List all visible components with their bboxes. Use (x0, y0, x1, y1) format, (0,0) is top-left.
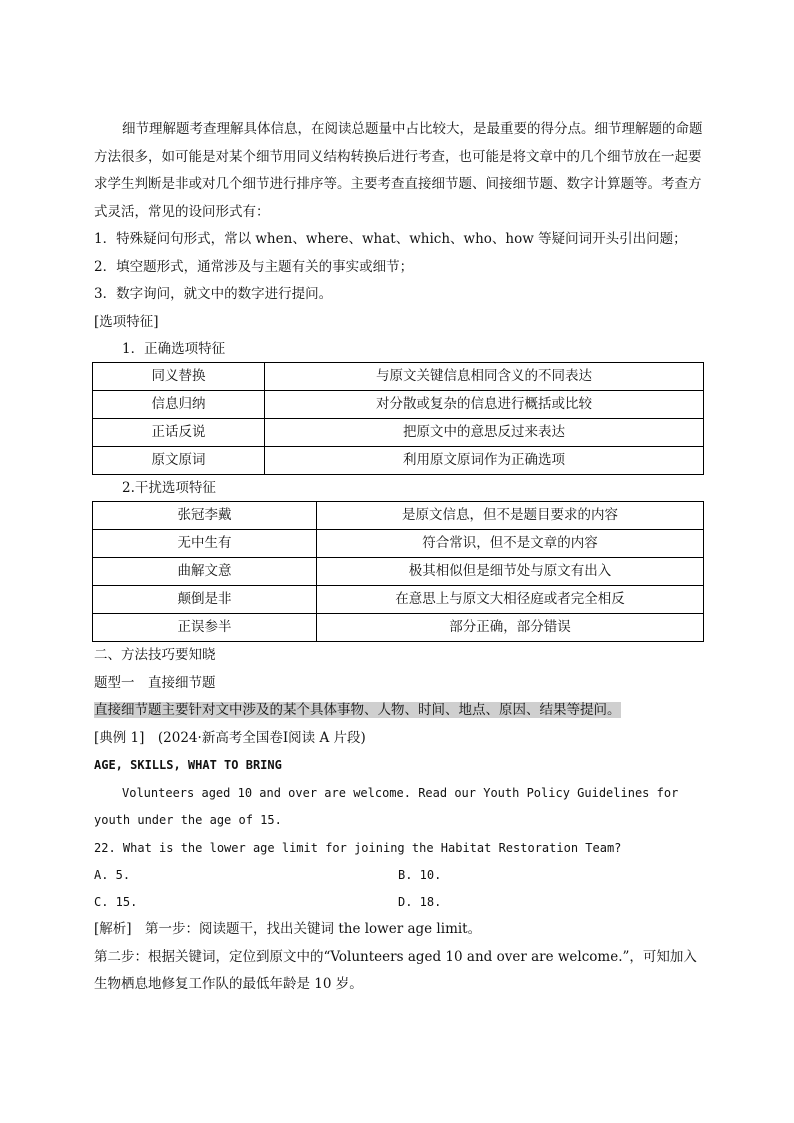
analysis-step-2: 第二步：根据关键词，定位到原文中的“Volunteers aged 10 and over are welcome.”，可知加入生物栖息地修复工作队的最低年龄是 10 岁。 (94, 948, 697, 992)
table-row (93, 363, 704, 391)
table-cell-term: 无中生有 (93, 530, 317, 558)
option-c: C. 15. (94, 895, 138, 909)
table-row (93, 530, 704, 558)
highlight-text: 直接细节题主要针对文中涉及的某个具体事物、人物、时间、地点、原因、结果等提问。 (94, 702, 621, 718)
distractor-options-table (92, 501, 704, 642)
table-cell-desc: 极其相似但是细节处与原文有出入 (317, 558, 704, 586)
table-cell-term: 张冠李戴 (93, 502, 317, 530)
options-row-1 (94, 862, 706, 889)
correct-options-table (92, 362, 704, 475)
example-label: [典例 1] (2024·新高考全国卷Ⅰ阅读 A 片段) (94, 729, 366, 746)
table-cell-term: 正误参半 (93, 614, 317, 642)
table-row (93, 614, 704, 642)
table-row (93, 391, 704, 419)
analysis-step-1: [解析] 第一步：阅读题干，找出关键词 the lower age limit。 (94, 921, 482, 937)
table-row (93, 447, 704, 475)
list-item-2: 2．填空题形式，通常涉及与主题有关的事实或细节； (94, 258, 414, 275)
table-row (93, 502, 704, 530)
table-cell-desc: 对分散或复杂的信息进行概括或比较 (265, 391, 704, 419)
table-cell-desc: 部分正确，部分错误 (317, 614, 704, 642)
list-item-3: 3．数字询问，就文中的数字进行提问。 (94, 286, 333, 302)
question-text: 22. What is the lower age limit for joining the Habitat Restoration Team? (94, 840, 622, 855)
table-cell-term: 正话反说 (93, 419, 265, 447)
highlighted-note (94, 697, 706, 725)
option-d: D. 18. (398, 895, 442, 909)
intro-paragraph: 细节理解题考查理解具体信息，在阅读总题量中占比较大，是最重要的得分点。细节理解题的命题方法很多，如可能是对某个细节用同义结构转换后进行考查，也可能是将文章中的几个细节放在一起要求学生判断是非或对几个细节进行排序等。主要考查直接细节题、间接细节题、数字计算题等。考查方式灵活，常见的设问形式有： (94, 121, 703, 220)
table-cell-desc: 利用原文原词作为正确选项 (265, 447, 704, 475)
correct-options-heading: 1．正确选项特征 (122, 341, 226, 357)
table-cell-term: 信息归纳 (93, 391, 265, 419)
table-cell-term: 原文原词 (93, 447, 265, 475)
option-features-heading: [选项特征] (94, 313, 159, 330)
table-row (93, 558, 704, 586)
option-b: B. 10. (398, 868, 442, 882)
table-row (93, 586, 704, 614)
table-row (93, 419, 704, 447)
table-cell-desc: 与原文关键信息相同含义的不同表达 (265, 363, 704, 391)
distractor-options-heading: 2.干扰选项特征 (122, 480, 216, 496)
table-cell-term: 曲解文意 (93, 558, 317, 586)
section-two-heading: 二、方法技巧要知晓 (94, 647, 216, 663)
table-cell-desc: 在意思上与原文大相径庭或者完全相反 (317, 586, 704, 614)
table-cell-desc: 是原文信息，但不是题目要求的内容 (317, 502, 704, 530)
options-row-2 (94, 889, 706, 916)
list-item-1: 1．特殊疑问句形式，常以 when、where、what、which、who、how 等疑问词开头引出问题； (94, 231, 687, 247)
table-cell-term: 同义替换 (93, 363, 265, 391)
option-a: A. 5. (94, 868, 131, 882)
table-cell-desc: 符合常识，但不是文章的内容 (317, 530, 704, 558)
type-one-heading: 题型一 直接细节题 (94, 674, 216, 691)
passage-title: AGE, SKILLS, WHAT TO BRING (94, 758, 282, 772)
document-page (94, 116, 706, 999)
table-cell-desc: 把原文中的意思反过来表达 (265, 419, 704, 447)
table-cell-term: 颠倒是非 (93, 586, 317, 614)
passage-text: Volunteers aged 10 and over are welcome. Read our Youth Policy Guidelines for youth under the age of 15. (94, 785, 679, 827)
